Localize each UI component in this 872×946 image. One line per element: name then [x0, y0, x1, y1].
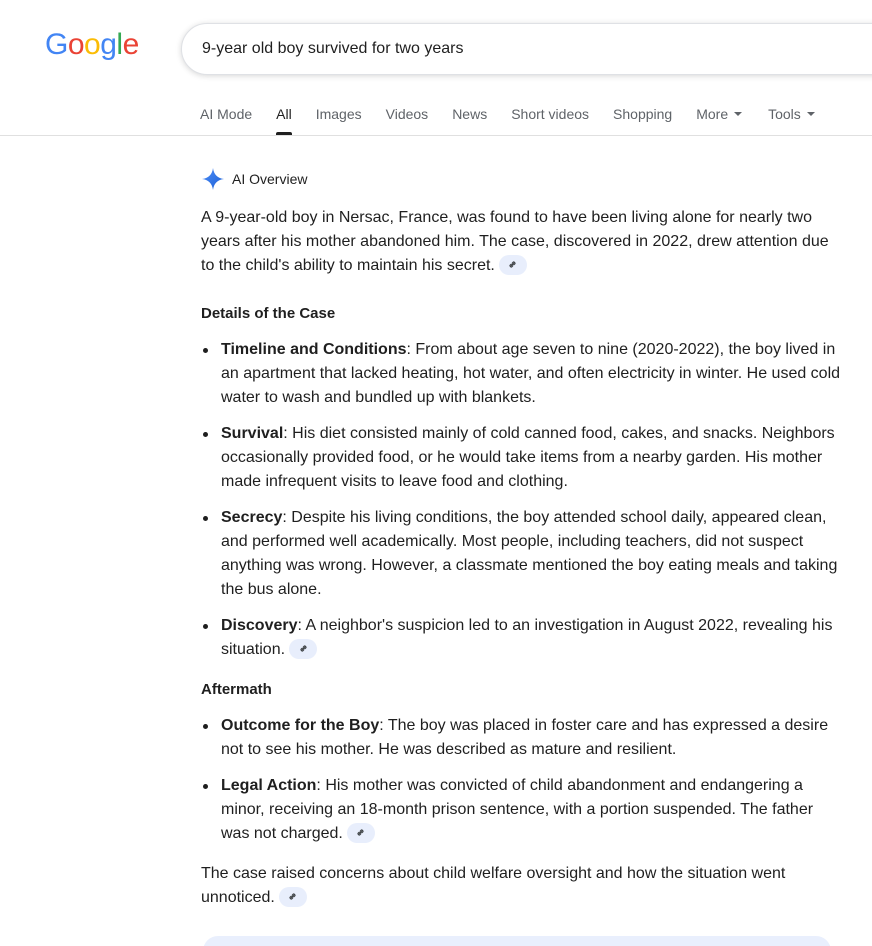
logo-letter: G	[45, 28, 68, 61]
search-input[interactable]	[202, 24, 862, 74]
item-term: Timeline and Conditions	[221, 341, 407, 358]
aftermath-list	[201, 714, 841, 846]
overview-intro	[201, 206, 841, 278]
tab-label: More	[696, 106, 729, 122]
logo-letter: l	[116, 28, 123, 61]
follow-up-card[interactable]	[203, 936, 831, 946]
citation-link[interactable]	[289, 639, 317, 659]
item-text: : His mother was convicted of child abandonment and endangering a minor, receiving an 18-month prison sentence, with a portion suspended. The father was not charged.	[221, 777, 814, 842]
logo-letter: o	[84, 28, 101, 61]
citation-link[interactable]	[279, 887, 307, 907]
tab-label: Videos	[385, 106, 429, 122]
aftermath-heading: Aftermath	[201, 681, 272, 698]
tab-short-videos[interactable]	[511, 96, 589, 135]
tab-label: Tools	[768, 106, 801, 122]
caret-down-icon	[807, 112, 815, 116]
tab-label: All	[276, 106, 292, 122]
item-text: : The boy was placed in foster care and has expressed a desire not to see his mother. He was described as mature and resilient.	[221, 717, 829, 758]
tab-label: Short videos	[511, 106, 590, 122]
conclusion-text: The case raised concerns about child welfare oversight and how the situation went unnoticed.	[201, 865, 786, 906]
tab-label: News	[452, 106, 488, 122]
header-divider	[0, 135, 872, 136]
tab-label: Images	[315, 106, 362, 122]
details-heading: Details of the Case	[201, 305, 336, 322]
search-tabs	[200, 96, 839, 135]
sparkle-icon	[201, 167, 225, 191]
tab-label: AI Mode	[200, 106, 253, 122]
ai-overview-title: AI Overview	[232, 171, 308, 187]
logo-letter: o	[67, 28, 85, 61]
tab-shopping[interactable]	[613, 96, 672, 135]
list-item	[201, 714, 841, 762]
google-logo[interactable]	[45, 30, 139, 60]
list-item	[201, 422, 841, 494]
item-term: Legal Action	[221, 777, 317, 794]
citation-link[interactable]	[499, 255, 527, 275]
tab-videos[interactable]	[386, 96, 429, 135]
list-item	[201, 338, 841, 410]
tab-images[interactable]	[316, 96, 362, 135]
link-icon	[287, 891, 298, 902]
intro-text: A 9-year-old boy in Nersac, France, was found to have been living alone for nearly two years after his mother abandoned him. The case, discovered in 2022, drew attention due to the child's ability to maintain his secret.	[201, 209, 829, 274]
details-list	[201, 338, 841, 662]
link-icon	[507, 259, 518, 270]
tab-all[interactable]	[276, 96, 292, 135]
item-term: Discovery	[221, 617, 298, 634]
tab-label: Shopping	[613, 106, 673, 122]
tab-news[interactable]	[452, 96, 487, 135]
item-term: Secrecy	[221, 509, 283, 526]
list-item	[201, 774, 841, 846]
tab-tools[interactable]	[768, 96, 815, 135]
tab-ai-mode[interactable]	[200, 96, 252, 135]
overview-conclusion	[201, 862, 841, 910]
list-item	[201, 614, 841, 662]
item-term: Survival	[221, 425, 284, 442]
ai-overview	[201, 160, 841, 934]
item-text: : His diet consisted mainly of cold canned food, cakes, and snacks. Neighbors occasionally provided food, or he would take items from a nearby garden. His mother made infrequent visits to leave food and clothing.	[221, 425, 835, 490]
ai-overview-header	[201, 160, 841, 198]
tab-more[interactable]	[696, 96, 742, 135]
item-text: : A neighbor's suspicion led to an investigation in August 2022, revealing his situation.	[221, 617, 833, 658]
item-text: : Despite his living conditions, the boy attended school daily, appeared clean, and performed well academically. Most people, including teachers, did not suspect anything was wrong. However, a classmate mentioned the boy eating meals and taking the bus alone.	[221, 509, 838, 598]
item-term: Outcome for the Boy	[221, 717, 380, 734]
logo-letter: g	[100, 28, 117, 61]
citation-link[interactable]	[347, 823, 375, 843]
link-icon	[355, 827, 366, 838]
logo-letter: e	[122, 28, 139, 61]
caret-down-icon	[734, 112, 742, 116]
search-box[interactable]	[181, 23, 872, 75]
item-text: : From about age seven to nine (2020-2022), the boy lived in an apartment that lacked heating, hot water, and often electricity in winter. He used cold water to wash and bundled up with blankets.	[221, 341, 841, 406]
link-icon	[298, 643, 309, 654]
list-item	[201, 506, 841, 602]
